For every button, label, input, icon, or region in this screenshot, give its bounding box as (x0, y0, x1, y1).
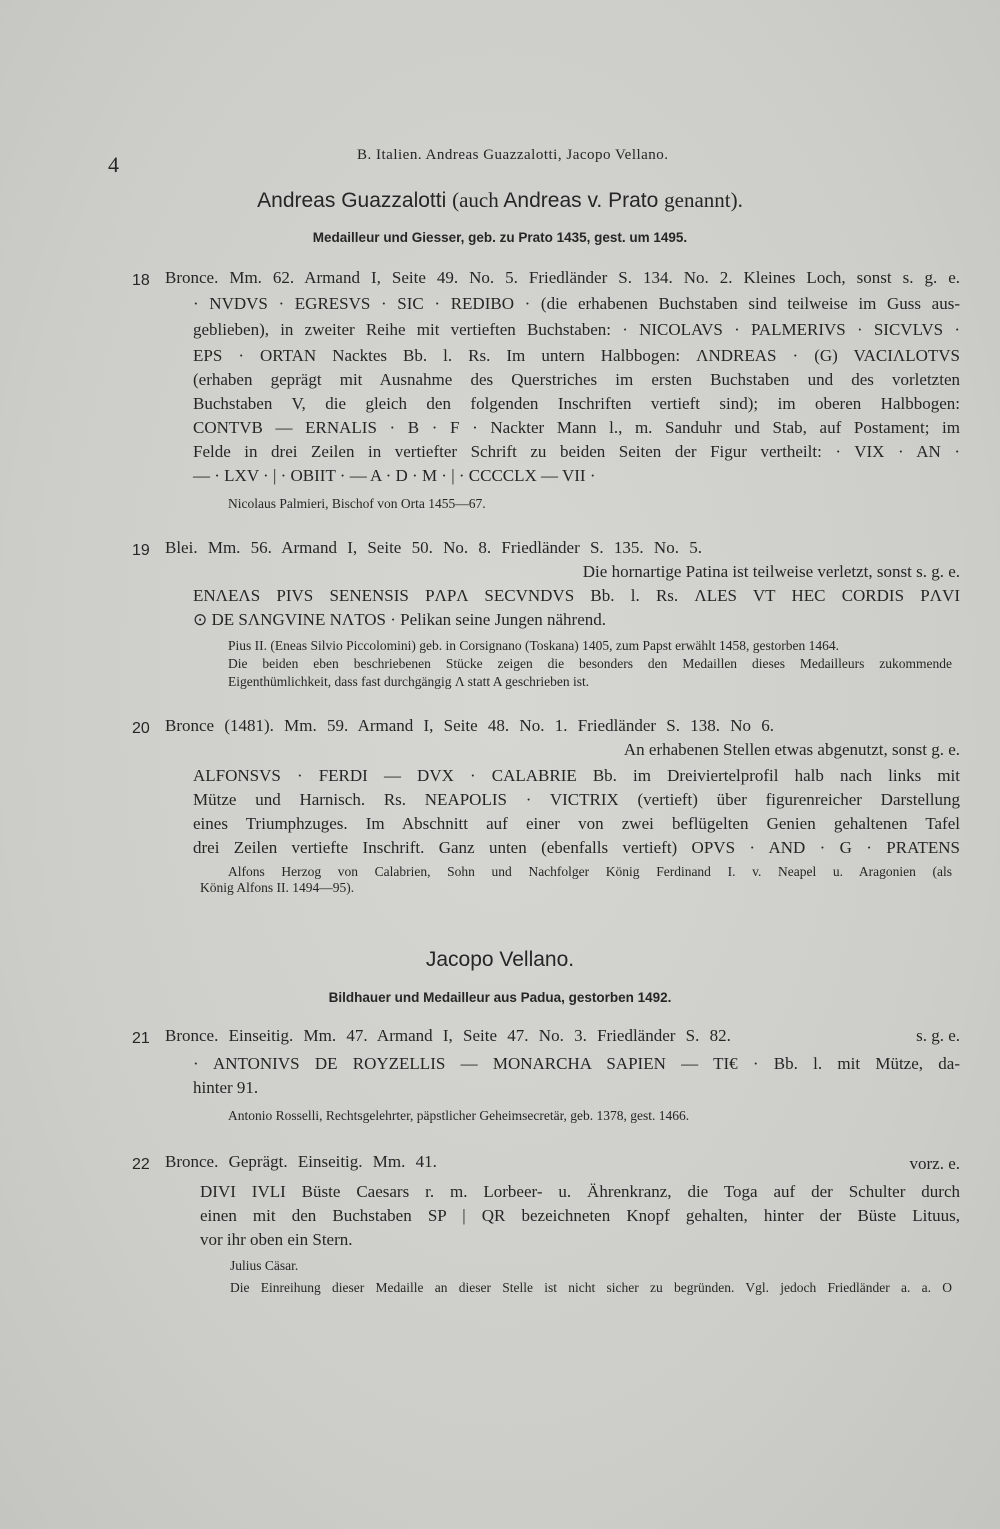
section-subtitle-vellano: Bildhauer und Medailleur aus Padua, gestorben 1492. (328, 990, 672, 1005)
entry-21-line: hinter 91. (193, 1078, 259, 1097)
entry-19-note: Die beiden eben beschriebenen Stücke zeigen die besonders den Medaillen dieses Medailleurs zukommende (228, 656, 952, 671)
running-head: B. Italien. Andreas Guazzalotti, Jacopo Vellano. (357, 147, 669, 163)
entry-number-18: 18 (132, 272, 150, 289)
entry-18-line: (erhaben geprägt mit Ausnahme des Querstriches im ersten Buchstaben und des vorletzten (193, 370, 960, 389)
entry-21-line: Bronce. Einseitig. Mm. 47. Armand I, Seite 47. No. 3. Friedländer S. 82. (165, 1026, 731, 1045)
entry-number-22: 22 (132, 1156, 150, 1173)
section-title-guazzalotti (0, 188, 1000, 213)
entry-19-condition: Die hornartige Patina ist teilweise verletzt, sonst s. g. e. (582, 562, 960, 581)
title-aside-open: (auch (452, 188, 499, 212)
entry-19-line: ENΛEΛS PIVS SENENSIS PΛPΛ SECVNDVS Bb. l. Rs. ΛLES VT HEC CORDIS PΛVI (193, 586, 960, 605)
entry-22-line: vor ihr oben ein Stern. (200, 1230, 353, 1249)
title-alias: Andreas v. Prato (503, 189, 659, 212)
entry-22-note: Julius Cäsar. (230, 1258, 299, 1273)
section-title-vellano: Jacopo Vellano. (425, 948, 575, 971)
entry-18-line: Bronce. Mm. 62. Armand I, Seite 49. No. 5. Friedländer S. 134. No. 2. Kleines Loch, sonst s. g. e. (165, 268, 960, 287)
entry-18-line: — · LXV · | · OBIIT · — A · D · M · | · CCCCLX — VII · (193, 466, 596, 485)
entry-22-line: Bronce. Geprägt. Einseitig. Mm. 41. (165, 1152, 437, 1171)
title-aside-close: genannt). (664, 188, 743, 212)
entry-20-note: König Alfons II. 1494—95). (200, 880, 355, 895)
entry-20-line: Mütze und Harnisch. Rs. NEAPOLIS · VICTRIX (vertieft) über figurenreicher Darstellung (193, 790, 960, 809)
entry-21-line: · ANTONIVS DE ROYZELLIS — MONARCHA SAPIEN — TI€ · Bb. l. mit Mütze, da- (193, 1054, 960, 1073)
entry-20-line: drei Zeilen vertiefte Inschrift. Ganz unten (ebenfalls vertieft) OPVS · AND · G · PRATENS (193, 838, 960, 857)
entry-20-line: ALFONSVS · FERDI — DVX · CALABRIE Bb. im Dreiviertelprofil halb nach links mit (193, 766, 960, 785)
entry-19-line: Blei. Mm. 56. Armand I, Seite 50. No. 8. Friedländer S. 135. No. 5. (165, 538, 702, 557)
entry-21-grade: s. g. e. (916, 1026, 960, 1045)
entry-22-line: DIVI IVLI Büste Caesars r. m. Lorbeer- u. Ährenkranz, die Toga auf der Schulter durch (200, 1182, 960, 1201)
entry-18-line: geblieben), in zweiter Reihe mit vertieften Buchstaben: · NICOLAVS · PALMERIVS · SICVLVS · (193, 320, 960, 339)
entry-18-line: EPS · ORTAN Nacktes Bb. l. Rs. Im untern Halbbogen: ΛNDREAS · (G) VACIΛLOTVS (193, 346, 960, 365)
entry-20-condition: An erhabenen Stellen etwas abgenutzt, sonst g. e. (623, 740, 960, 759)
entry-21-note: Antonio Rosselli, Rechtsgelehrter, päpstlicher Geheimsecretär, geb. 1378, gest. 1466. (228, 1108, 690, 1123)
entry-18-line: Buchstaben V, die gleich den folgenden Inschriften vertieft sind); im oberen Halbbogen: (193, 394, 960, 413)
entry-18-note: Nicolaus Palmieri, Bischof von Orta 1455—67. (228, 496, 486, 511)
entry-22-grade: vorz. e. (909, 1154, 960, 1173)
title-name: Andreas Guazzalotti (257, 189, 447, 212)
entry-19-note: Eigenthümlichkeit, dass fast durchgängig Λ statt A geschrieben ist. (228, 674, 590, 689)
entry-number-21: 21 (132, 1030, 150, 1047)
entry-18-line: CONTVB — ERNALIS · B · F · Nackter Mann l., m. Sanduhr und Stab, auf Postament; im (193, 418, 960, 437)
entry-18-line: Felde in drei Zeilen in vertiefter Schrift zu beiden Seiten der Figur vertheilt: · VIX · AN · (193, 442, 960, 461)
entry-18-line: · NVDVS · EGRESVS · SIC · REDIBO · (die erhabenen Buchstaben sind teilweise im Guss aus- (193, 294, 960, 313)
page-number: 4 (108, 152, 119, 177)
entry-19-line: ⊙ DE SΛNGVINE NΛTOS · Pelikan seine Jungen nährend. (193, 610, 606, 629)
entry-22-note: Die Einreihung dieser Medaille an dieser Stelle ist nicht sicher zu begründen. Vgl. jedoch Friedländer a. a. O (230, 1280, 952, 1295)
entry-number-20: 20 (132, 720, 150, 737)
entry-20-line: Bronce (1481). Mm. 59. Armand I, Seite 48. No. 1. Friedländer S. 138. No 6. (165, 716, 775, 735)
entry-19-note: Pius II. (Eneas Silvio Piccolomini) geb. in Corsignano (Toskana) 1405, zum Papst erwählt 1458, gestorben 1464. (228, 638, 839, 653)
entry-22-line: einen mit den Buchstaben SP | QR bezeichneten Knopf gehalten, hinter der Büste Lituus, (200, 1206, 960, 1225)
section-subtitle-guazzalotti: Medailleur und Giesser, geb. zu Prato 1435, gest. um 1495. (312, 230, 688, 245)
entry-number-19: 19 (132, 542, 150, 559)
entry-20-note: Alfons Herzog von Calabrien, Sohn und Nachfolger König Ferdinand I. v. Neapel u. Aragonien (als (228, 864, 952, 879)
entry-20-line: eines Triumphzuges. Im Abschnitt auf einer von zwei beflügelten Genien gehaltenen Tafel (193, 814, 960, 833)
